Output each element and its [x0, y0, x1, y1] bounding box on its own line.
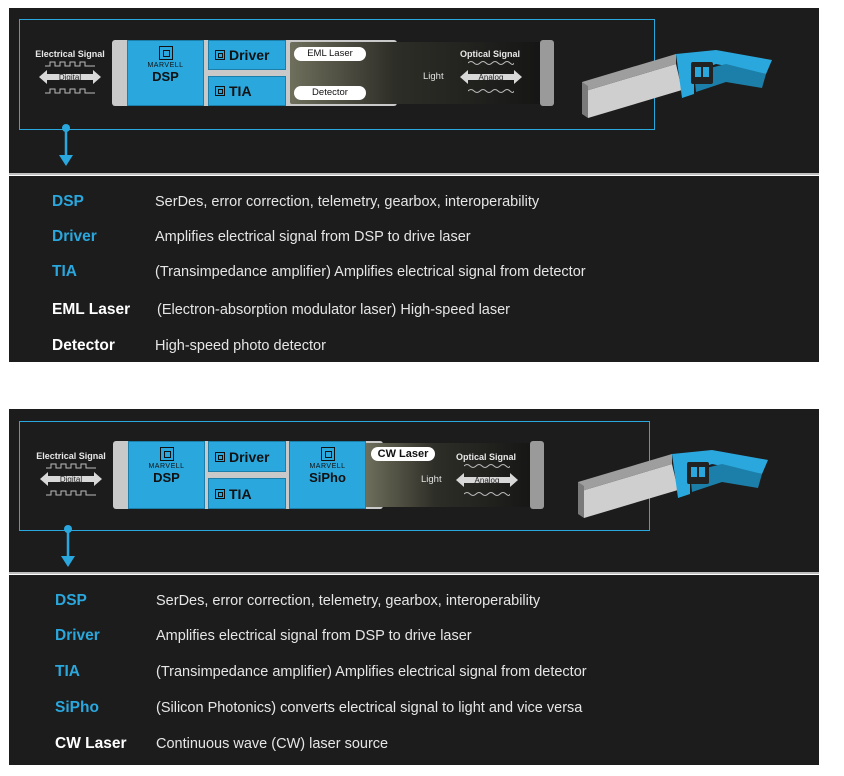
chip-icon — [215, 452, 225, 462]
digital-label: Digital — [58, 73, 82, 82]
down-arrow-icon — [58, 123, 74, 167]
digital-label: Digital — [59, 475, 83, 484]
legend-term: DSP — [52, 193, 84, 210]
digital-waveform-icon — [46, 463, 96, 469]
chip-icon — [215, 86, 225, 96]
legend-description: Amplifies electrical signal from DSP to drive laser — [155, 229, 471, 245]
legend-term: Driver — [52, 228, 97, 245]
analog-waveform-icon — [468, 88, 514, 94]
legend-description: SerDes, error correction, telemetry, gearbox, interoperability — [155, 194, 540, 210]
module-end-plate — [530, 441, 544, 509]
light-label: Light — [423, 71, 444, 82]
digital-waveform-icon — [45, 88, 95, 94]
analog-label: Analog — [474, 476, 500, 485]
legend-term: TIA — [52, 263, 77, 280]
chip-icon — [215, 50, 225, 60]
legend-term: DSP — [55, 592, 87, 609]
legend-description: (Electron-absorption modulator laser) High-speed laser — [157, 302, 510, 318]
dsp-label: DSP — [152, 69, 179, 84]
dsp-chip — [128, 441, 205, 509]
vendor-logo-text: MARVELL — [147, 62, 184, 69]
chip-icon — [159, 46, 173, 60]
vendor-logo-text: MARVELL — [309, 463, 346, 470]
transceiver-image — [572, 442, 772, 522]
legend-description: (Transimpedance amplifier) Amplifies electrical signal from detector — [155, 264, 586, 280]
tia-chip — [208, 478, 286, 509]
legend-term: SiPho — [55, 699, 99, 716]
legend-table-1 — [9, 176, 819, 362]
driver-chip — [208, 441, 286, 472]
divider — [9, 572, 819, 574]
module-end-plate — [540, 40, 554, 106]
electrical-signal-label: Electrical Signal — [36, 451, 106, 461]
legend-description: (Silicon Photonics) converts electrical signal to light and vice versa — [156, 700, 583, 716]
sipho-chip — [289, 441, 366, 509]
legend-row — [9, 589, 809, 613]
legend-description: Amplifies electrical signal from DSP to drive laser — [156, 628, 472, 644]
tia-chip — [208, 76, 286, 106]
divider — [9, 173, 819, 175]
legend-row — [9, 225, 809, 249]
transceiver-image — [576, 42, 776, 122]
legend-row — [9, 334, 809, 358]
legend-table-2 — [9, 575, 819, 765]
legend-term: TIA — [55, 663, 80, 680]
vendor-logo-text: MARVELL — [148, 463, 185, 470]
legend-term: Driver — [55, 627, 100, 644]
cw-laser-pill: CW Laser — [371, 447, 435, 461]
legend-description: Continuous wave (CW) laser source — [156, 736, 389, 752]
digital-waveform-icon — [45, 61, 95, 67]
driver-label: Driver — [229, 47, 270, 63]
driver-chip — [208, 40, 286, 70]
driver-label: Driver — [229, 448, 270, 465]
legend-row — [9, 298, 809, 322]
eml-laser-pill: EML Laser — [294, 47, 366, 61]
legend-row — [9, 732, 809, 756]
tia-label: TIA — [229, 83, 252, 99]
legend-row — [9, 660, 809, 684]
dsp-chip — [127, 40, 204, 106]
analog-waveform-icon — [464, 463, 510, 469]
sipho-label: SiPho — [309, 470, 346, 485]
detector-pill: Detector — [294, 86, 366, 100]
chip-icon — [215, 489, 225, 499]
dsp-label: DSP — [153, 470, 180, 485]
legend-row — [9, 190, 809, 214]
legend-term: EML Laser — [52, 301, 131, 318]
legend-term: CW Laser — [55, 735, 127, 752]
legend-description: High-speed photo detector — [155, 338, 326, 354]
legend-term: Detector — [52, 337, 115, 354]
electrical-signal-label: Electrical Signal — [35, 49, 105, 59]
chip-icon — [321, 447, 335, 461]
optical-signal-label: Optical Signal — [455, 452, 516, 462]
digital-waveform-icon — [46, 490, 96, 496]
legend-row — [9, 624, 809, 648]
legend-row — [9, 696, 809, 720]
tia-label: TIA — [229, 485, 252, 502]
down-arrow-icon — [60, 524, 76, 568]
legend-description: SerDes, error correction, telemetry, gearbox, interoperability — [156, 593, 541, 609]
legend-description: (Transimpedance amplifier) Amplifies electrical signal from detector — [156, 664, 587, 680]
analog-label: Analog — [478, 73, 504, 82]
optical-signal-label: Optical Signal — [459, 49, 520, 59]
light-label: Light — [421, 474, 442, 485]
analog-waveform-icon — [468, 60, 514, 66]
analog-waveform-icon — [464, 491, 510, 497]
legend-row — [9, 260, 809, 284]
chip-icon — [160, 447, 174, 461]
